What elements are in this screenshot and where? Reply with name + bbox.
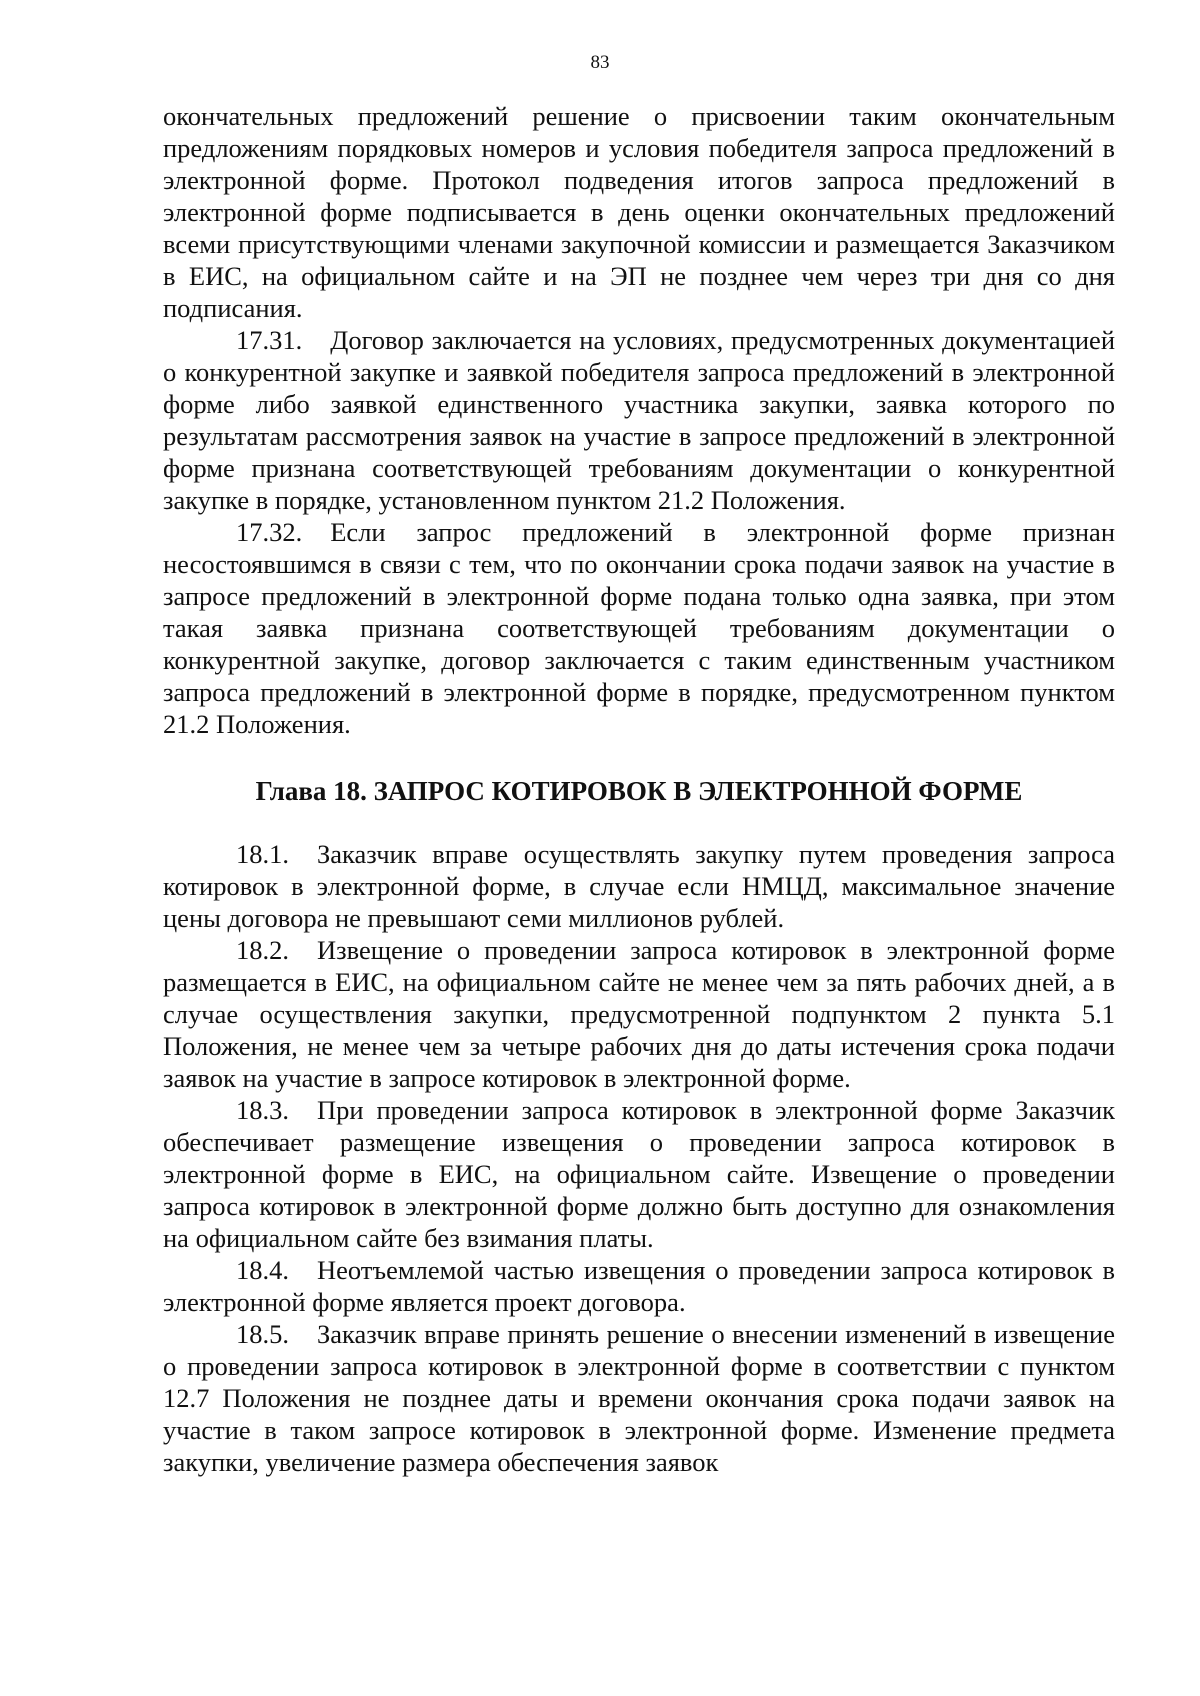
- clause-number: 17.31.: [236, 325, 303, 355]
- clause-18-3: [163, 1094, 1115, 1254]
- clause-number: 18.2.: [236, 935, 289, 965]
- clause-17-32: [163, 516, 1115, 740]
- clause-number: 18.3.: [236, 1095, 289, 1125]
- clause-text: Неотъемлемой частью извещения о проведении запроса котировок в электронной форме является проект договора.: [163, 1255, 1115, 1317]
- clause-number: 18.1.: [236, 839, 289, 869]
- document-body: [163, 100, 1115, 1478]
- clause-number: 17.32.: [236, 517, 303, 547]
- clause-text: Заказчик вправе осуществлять закупку путем проведения запроса котировок в электронной форме, в случае если НМЦД, максимальное значение цены договора не превышают семи миллионов рублей.: [163, 839, 1115, 933]
- clause-text: Извещение о проведении запроса котировок в электронной форме размещается в ЕИС, на официальном сайте не менее чем за пять рабочих дней, а в случае осуществления закупки, предусмотренной подпунктом 2 пункта 5.1 Положения, не менее чем за четыре рабочих дня до даты истечения срока подачи заявок на участие в запросе котировок в электронной форме.: [163, 935, 1115, 1093]
- page-number: 83: [590, 52, 610, 73]
- clause-18-4: [163, 1254, 1115, 1318]
- clause-text: При проведении запроса котировок в электронной форме Заказчик обеспечивает размещение извещения о проведении запроса котировок в электронной форме в ЕИС, на официальном сайте. Извещение о проведении запроса котировок в электронной форме должно быть доступно для ознакомления на официальном сайте без взимания платы.: [163, 1095, 1115, 1253]
- clause-18-1: [163, 838, 1115, 934]
- clause-text: Если запрос предложений в электронной форме признан несостоявшимся в связи с тем, что по окончании срока подачи заявок на участие в запросе предложений в электронной форме подана только одна заявка, при этом такая заявка признана соответствующей требованиям документации о конкурентной закупке, договор заключается с таким единственным участником запроса предложений в электронной форме в порядке, предусмотренном пунктом 21.2 Положения.: [163, 517, 1115, 739]
- chapter-title: Глава 18. ЗАПРОС КОТИРОВОК В ЭЛЕКТРОННОЙ ФОРМЕ: [255, 776, 1023, 806]
- clause-17-31: [163, 324, 1115, 516]
- clause-number: 18.4.: [236, 1255, 289, 1285]
- clause-text: Договор заключается на условиях, предусмотренных документацией о конкурентной закупке и заявкой победителя запроса предложений в электронной форме либо заявкой единственного участника закупки, заявка которого по результатам рассмотрения заявок на участие в запросе предложений в электронной форме признана соответствующей требованиям документации о конкурентной закупке в порядке, установленном пунктом 21.2 Положения.: [163, 325, 1115, 515]
- clause-number: 18.5.: [236, 1319, 289, 1349]
- clause-18-2: [163, 934, 1115, 1094]
- clause-18-5: [163, 1318, 1115, 1478]
- continuation-paragraph: окончательных предложений решение о присвоении таким окончательным предложениям порядковых номеров и условия победителя запроса предложений в электронной форме. Протокол подведения итогов запроса предложений в электронной форме подписывается в день оценки окончательных предложений всеми присутствующими членами закупочной комиссии и размещается Заказчиком в ЕИС, на официальном сайте и на ЭП не позднее чем через три дня со дня подписания.: [163, 101, 1115, 323]
- clause-text: Заказчик вправе принять решение о внесении изменений в извещение о проведении запроса котировок в электронной форме в соответствии с пунктом 12.7 Положения не позднее даты и времени окончания срока подачи заявок на участие в таком запросе котировок в электронной форме. Изменение предмета закупки, увеличение размера обеспечения заявок: [163, 1319, 1115, 1477]
